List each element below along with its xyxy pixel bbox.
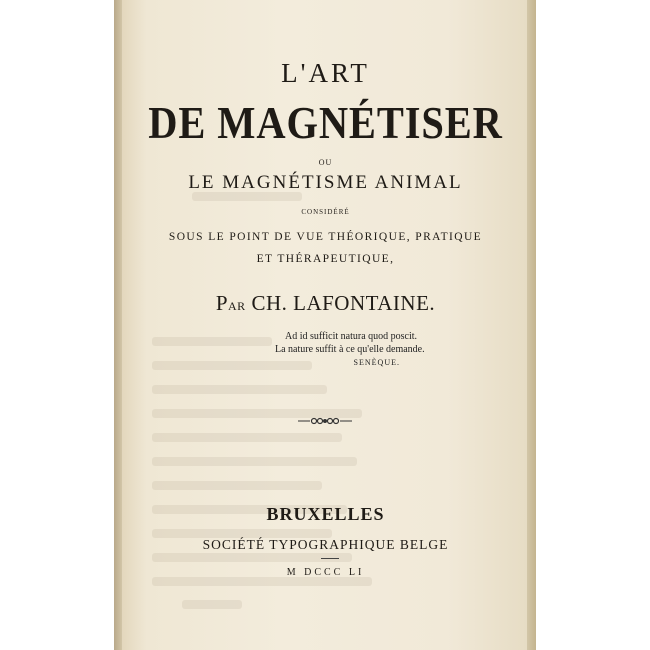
subtitle: LE MAGNÉTISME ANIMAL xyxy=(188,172,463,193)
main-title: DE MAGNÉTISER xyxy=(148,97,503,148)
epigraph-attribution: SENÈQUE. xyxy=(353,358,400,367)
publisher-rule xyxy=(321,558,339,559)
point-de-vue-line: SOUS LE POINT DE VUE THÉORIQUE, PRATIQUE xyxy=(168,231,483,243)
therapeutique-line: ET THÉRAPEUTIQUE, xyxy=(256,253,395,265)
conjunction-ou: OU xyxy=(318,158,333,167)
author-name: CH. LAFONTAINE. xyxy=(245,291,436,315)
publisher-name: SOCIÉTÉ TYPOGRAPHIQUE BELGE xyxy=(202,537,449,552)
author-par-rest: AR xyxy=(228,299,246,313)
epigraph-french: La nature suffit à ce qu'elle demande. xyxy=(275,344,425,355)
printer-ornament xyxy=(298,416,352,426)
author-par-initial: P xyxy=(215,291,229,315)
publication-city: BRUXELLES xyxy=(266,504,385,524)
epigraph-latin: Ad id sufficit natura quod poscit. xyxy=(285,331,418,342)
title-line-art: L'ART xyxy=(281,58,370,88)
considere-label: CONSIDÉRÉ xyxy=(301,208,350,216)
author-line xyxy=(122,291,529,316)
epigraph xyxy=(275,330,445,369)
publication-year: M DCCC LI xyxy=(286,567,365,578)
